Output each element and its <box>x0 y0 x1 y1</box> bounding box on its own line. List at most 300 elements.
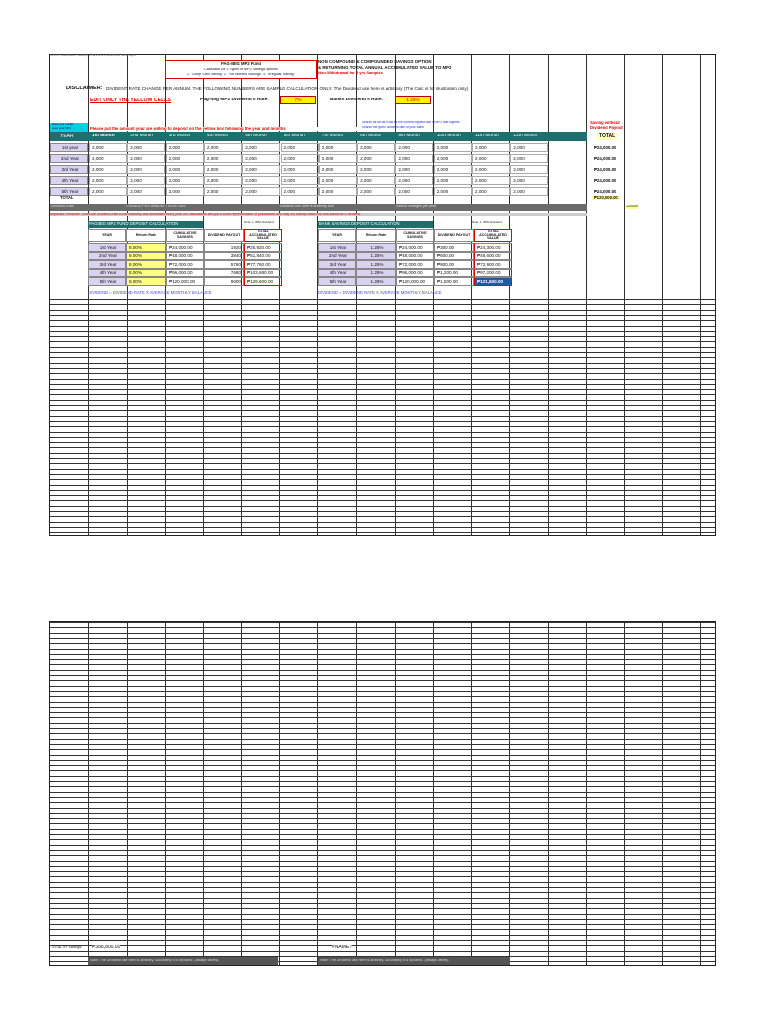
deposit-amount-input[interactable]: 2,000 <box>89 165 127 174</box>
bank-rate-label: Banks Dividend's Rate: <box>330 98 384 102</box>
grid-row-line <box>50 522 715 523</box>
deposit-amount-input[interactable]: 2,000 <box>357 176 395 185</box>
grid-row-line <box>50 410 715 411</box>
grid-row-line <box>50 723 715 724</box>
result-table-year-cell: 1st Year <box>88 243 126 252</box>
grand-total: ₱120,000.00 <box>594 196 618 200</box>
result-table-total-cell: ₱51,840.00 <box>244 252 282 261</box>
deposit-amount-input[interactable]: 2,000 <box>127 154 165 163</box>
grid-row-line <box>50 474 715 475</box>
grid-row-line <box>50 781 715 782</box>
deposit-amount-input[interactable]: 2,000 <box>242 154 280 163</box>
grid-row-line <box>50 829 715 830</box>
result-table-year-cell: 1st Year <box>318 243 356 252</box>
instruction: Please put the amount your are willing to deposit on the yellow box following the year and months <box>90 127 360 131</box>
deposit-amount-input[interactable]: 2,000 <box>204 143 242 152</box>
grid-row-line <box>50 463 715 464</box>
deposit-amount-input[interactable]: 2,000 <box>472 165 510 174</box>
grid-row-line <box>50 310 715 311</box>
grid-row-line <box>50 876 715 877</box>
month-header-label: 10th Month <box>436 134 461 138</box>
result-table-cumulative-cell: ₱72,000.00 <box>396 260 434 269</box>
grid-row-line <box>50 892 715 893</box>
grid-row-line <box>50 855 715 856</box>
bank-table-note: Note: 1. 80% Dividend <box>472 221 502 224</box>
deposit-amount-input[interactable]: 2,000 <box>127 187 165 196</box>
grid-row-line <box>50 702 715 703</box>
deposit-amount-input[interactable]: 2,000 <box>242 187 280 196</box>
deposit-amount-input[interactable]: 2,000 <box>357 187 395 196</box>
result-table-year-cell: 3rd Year <box>88 260 126 269</box>
result-table-rate-cell[interactable]: 8.00% <box>126 277 166 286</box>
result-table-dividend-cell: 9600 <box>204 277 244 286</box>
deposit-amount-input[interactable]: 2,000 <box>434 165 472 174</box>
deposit-row-total: ₱24,000.00 <box>594 156 617 161</box>
deposit-amount-input[interactable]: 2,000 <box>395 143 433 152</box>
title-line1: PAG-IBIG MP2 Fund <box>221 62 261 66</box>
bank-rate-input[interactable] <box>395 96 431 104</box>
grid-row-line <box>50 516 715 517</box>
result-table-header: YEAR <box>318 229 356 242</box>
deposit-amount-input[interactable]: 2,000 <box>319 143 357 152</box>
result-table-dividend-cell: 1920 <box>204 243 244 252</box>
result-table-dividend-cell: ₱1,200.00 <box>434 269 474 278</box>
grid-row-line <box>50 437 715 438</box>
result-table-rate-cell[interactable]: 8.00% <box>126 269 166 278</box>
result-table-rate-cell: 1.25% <box>356 269 396 278</box>
grid-row-line <box>50 802 715 803</box>
result-table-total-cell: ₱48,600.00 <box>474 252 512 261</box>
edit-note: EDIT ONLY THE YELLOW CELLS <box>90 98 171 103</box>
grid-row-line <box>50 627 715 628</box>
grid-row-line <box>50 861 715 862</box>
bank-table-title-bar <box>318 221 433 228</box>
title-line2: Calculator for 3 Types of MP2 Savings options <box>204 67 278 71</box>
deposit-amount-input[interactable]: 2,000 <box>204 176 242 185</box>
mp2-table-title-bar <box>88 221 203 228</box>
deposit-amount-input[interactable]: 2,000 <box>434 143 472 152</box>
deposit-amount-input[interactable]: 2,000 <box>434 187 472 196</box>
result-table-header: CUMULATIVE SAVINGS <box>396 229 434 242</box>
grid-row-line <box>50 490 715 491</box>
deposit-amount-input[interactable]: 2,000 <box>89 143 127 152</box>
result-table-rate-cell[interactable]: 8.00% <box>126 252 166 261</box>
top-note: Sheet Calculator Values, Entries & Dividends Mark-Ups <box>50 54 136 57</box>
grid-row-line <box>50 442 715 443</box>
months-header-total: TOTAL <box>599 133 616 139</box>
deposit-amount-input[interactable]: 2,000 <box>395 176 433 185</box>
total-savings-label: TOTAL 5Y Savings: <box>51 946 83 949</box>
month-header-label: 12th Month <box>513 134 538 138</box>
grid-row-line <box>50 675 715 676</box>
result-table-year-cell: 2nd Year <box>88 252 126 261</box>
annual-bar-mid2: Dividend use here is arbitrary and <box>280 205 334 208</box>
grid-row-line <box>50 813 715 814</box>
bank-table-title: BANK SAVINGS DEPOSIT CALCULATION <box>319 222 400 226</box>
deposit-amount-input[interactable]: 2,000 <box>510 143 548 152</box>
result-table-total-cell: ₱129,600.00 <box>244 277 282 286</box>
grid-row-line <box>50 908 715 909</box>
deposit-row-total: ₱24,000.00 <box>594 167 617 172</box>
month-header-label: 9th Month <box>398 134 420 138</box>
grand-total-small: 120000 <box>626 205 638 208</box>
result-table-dividend-cell: 7680 <box>204 269 244 278</box>
grid-row-line <box>50 924 715 925</box>
result-table-header: DIVIDEND PAYOUT <box>434 229 474 242</box>
result-table-cumulative-cell: ₱24,000.00 <box>396 243 434 252</box>
result-table-total-cell: ₱97,200.00 <box>474 269 512 278</box>
month-header-label: 11th Month <box>475 134 499 138</box>
deposit-row-total: ₱24,000.00 <box>594 145 617 150</box>
deposit-amount-input[interactable]: 2,000 <box>166 176 204 185</box>
deposit-amount-input[interactable]: 2,000 <box>434 154 472 163</box>
result-table-header: Return Rate <box>126 229 166 242</box>
page2-bar-right <box>318 957 510 965</box>
grid-row-line <box>50 903 715 904</box>
month-header-label: 6th Month <box>283 134 305 138</box>
sheet-grid-page2 <box>49 621 716 966</box>
grid-row-line <box>50 326 715 327</box>
left-tab-line2: open your MP2 <box>52 125 71 130</box>
result-table-rate-cell: 1.25% <box>356 243 396 252</box>
grid-row-line <box>50 707 715 708</box>
deposit-amount-input[interactable]: 2,000 <box>166 154 204 163</box>
result-table-total-cell: ₱121,500.00 <box>474 277 512 286</box>
grid-row-line <box>50 405 715 406</box>
grid-row-line <box>50 394 715 395</box>
grid-row-line <box>50 823 715 824</box>
result-table-dividend-cell: 3840 <box>204 252 244 261</box>
grid-row-line <box>50 622 715 623</box>
grid-row-line <box>50 664 715 665</box>
deposit-amount-input[interactable]: 2,000 <box>472 143 510 152</box>
result-table-rate-cell: 1.25% <box>356 277 396 286</box>
grid-row-line <box>50 643 715 644</box>
deposit-year-cell: 5th Year <box>50 187 88 196</box>
result-table-cumulative-cell: ₱120,000.00 <box>166 277 204 286</box>
grid-row-line <box>50 352 715 353</box>
grid-row-line <box>50 527 715 528</box>
result-table-dividend-cell: ₱900.00 <box>434 260 474 269</box>
grid-row-line <box>50 866 715 867</box>
result-table-cumulative-cell: ₱120,000.00 <box>396 277 434 286</box>
month-header-label: 7th Month <box>321 134 344 138</box>
result-table-header: CUMULATIVE SAVINGS <box>166 229 204 242</box>
result-table-dividend-cell: ₱300.00 <box>434 243 474 252</box>
deposit-amount-input[interactable]: 2,000 <box>472 187 510 196</box>
deposit-row-total: ₱24,000.00 <box>594 178 617 183</box>
deposit-amount-input[interactable]: 2,000 <box>281 154 319 163</box>
grid-row-line <box>50 341 715 342</box>
deposit-amount-input[interactable]: 2,000 <box>242 176 280 185</box>
result-table-header: TOTAL ACCUMULATED VALUE <box>474 229 512 242</box>
grid-row-line <box>50 914 715 915</box>
grid-row-line <box>50 638 715 639</box>
result-table-total-cell: ₱25,920.00 <box>244 243 282 252</box>
grid-row-line <box>50 935 715 936</box>
result-table-header: Return Rate <box>356 229 396 242</box>
grid-row-line <box>50 945 715 946</box>
deposit-amount-input[interactable]: 2,000 <box>395 154 433 163</box>
result-table-cumulative-cell: ₱48,000.00 <box>396 252 434 261</box>
deposit-amount-input[interactable]: 2,000 <box>166 165 204 174</box>
month-header-label: 8th Month <box>360 134 382 138</box>
deposit-amount-input[interactable]: 2,000 <box>127 165 165 174</box>
disclaimer-label: DISCLAIMER: <box>66 86 103 91</box>
grid-row-line <box>50 511 715 512</box>
annual-bar-right: Search changes per year <box>396 205 437 208</box>
result-table-dividend-cell: ₱1,500.00 <box>434 277 474 286</box>
deposit-amount-input[interactable]: 2,000 <box>510 187 548 196</box>
savings-without-2: Dividend Payout <box>590 126 623 130</box>
result-table-header: DIVIDEND PAYOUT <box>204 229 244 242</box>
deposit-amount-input[interactable]: 2,000 <box>357 143 395 152</box>
deposit-amount-input[interactable]: 2,000 <box>357 165 395 174</box>
result-table-year-cell: 3rd Year <box>318 260 356 269</box>
result-table-total-cell: ₱24,300.00 <box>474 243 512 252</box>
result-table-dividend-cell: 5760 <box>204 260 244 269</box>
result-table-rate-cell: 1.25% <box>356 260 396 269</box>
grid-row-line <box>50 649 715 650</box>
grid-row-line <box>50 389 715 390</box>
grid-row-line <box>50 808 715 809</box>
grid-row-line <box>50 506 715 507</box>
grid-row-line <box>50 426 715 427</box>
grid-row-line <box>50 728 715 729</box>
grid-row-line <box>50 670 715 671</box>
grid-row-line <box>50 379 715 380</box>
deposit-amount-input[interactable]: 2,000 <box>127 176 165 185</box>
grid-row-line <box>50 532 715 533</box>
deposit-row-total: ₱24,000.00 <box>594 189 617 194</box>
grid-row-line <box>50 416 715 417</box>
grid-row-line <box>50 315 715 316</box>
page2-bar-right-text: Note: The Dividend use here is arbitrary. Accurately it is dynamic. (always varies) <box>320 959 449 962</box>
deposit-year-cell: 1st year <box>50 143 88 152</box>
result-table-cumulative-cell: ₱24,000.00 <box>166 243 204 252</box>
deposit-amount-input[interactable]: 2,000 <box>242 165 280 174</box>
month-header-label: 3rd Month <box>168 134 191 138</box>
grid-row-line <box>50 712 715 713</box>
result-table-header: TOTAL ACCUMULATED VALUE <box>244 229 282 242</box>
deposit-amount-input[interactable]: 2,000 <box>281 187 319 196</box>
grid-row-line <box>50 400 715 401</box>
grid-row-line <box>50 421 715 422</box>
pagibig-rate-label: Pag-ibig MP2 Dividend's Rate: <box>200 98 269 102</box>
result-table-year-cell: 2nd Year <box>318 252 356 261</box>
grid-row-line <box>50 686 715 687</box>
grid-row-line <box>50 786 715 787</box>
total-label: TOTAL <box>60 196 74 200</box>
month-header-label: 1st Month <box>92 134 115 138</box>
name-error: #NAME? <box>332 945 353 950</box>
grid-row-line <box>50 760 715 761</box>
annual-bar-mid: CHANGE PER ANNUM. THESE ARE <box>126 205 186 208</box>
grid-row-line <box>50 776 715 777</box>
result-table-total-cell: ₱72,900.00 <box>474 260 512 269</box>
result-table-dividend-cell: ₱600.00 <box>434 252 474 261</box>
deposit-amount-input[interactable]: 2,000 <box>89 176 127 185</box>
mp2-table-note: Note: 1. 80% Dividend <box>244 221 274 224</box>
deposit-amount-input[interactable]: 2,000 <box>89 154 127 163</box>
mp2-table-title: PAGIBIG MP2 FUND DEPOSIT CALCULATION <box>89 222 179 226</box>
bank-title-line2: & RETURNING TOTAL ANNUAL ACCUMULATED VALUE TO MP2 <box>318 65 452 70</box>
result-table-year-cell: 4th Year <box>88 269 126 278</box>
grid-row-line <box>50 919 715 920</box>
deposit-year-cell: 4th Year <box>50 176 88 185</box>
grid-row-line <box>50 299 715 300</box>
deposit-amount-input[interactable]: 2,000 <box>472 176 510 185</box>
title-box <box>165 60 317 79</box>
deposit-amount-input[interactable]: 2,000 <box>319 176 357 185</box>
grid-row-line <box>50 818 715 819</box>
grid-row-line <box>50 336 715 337</box>
result-table-rate-cell[interactable]: 8.00% <box>126 260 166 269</box>
grid-row-line <box>50 755 715 756</box>
grid-row-line <box>50 744 715 745</box>
month-header-label: 4th Month <box>206 134 229 138</box>
deposit-amount-input[interactable]: 2,000 <box>357 154 395 163</box>
grid-row-line <box>50 733 715 734</box>
grid-row-line <box>50 951 715 952</box>
grid-row-line <box>50 691 715 692</box>
total-savings-value: ₱388,800.00 <box>92 945 121 950</box>
grid-row-line <box>50 357 715 358</box>
grid-row-line <box>50 717 715 718</box>
grid-row-line <box>50 845 715 846</box>
result-table-cumulative-cell: ₱96,000.00 <box>396 269 434 278</box>
grid-row-line <box>50 882 715 883</box>
grid-row-line <box>50 739 715 740</box>
result-table-year-cell: 5th Year <box>318 277 356 286</box>
pagibig-rate-value: 7% <box>294 98 302 103</box>
grid-row-line <box>50 871 715 872</box>
grid-row-line <box>50 770 715 771</box>
mp2-footnote: DIVIDEND = DIVIDEND RATE X AVERAGE MONTHLY BALANCE <box>88 291 212 295</box>
deposit-year-cell: 2nd Year <box>50 154 88 163</box>
grid-row-line <box>50 479 715 480</box>
deposit-amount-input[interactable]: 2,000 <box>319 187 357 196</box>
months-header-year: YEAR <box>60 134 74 139</box>
grid-row-line <box>50 834 715 835</box>
bank-footnote: DIVIDEND = DIVIDEND RATE X AVERAGE MONTHLY BALANCE <box>318 291 442 295</box>
grid-row-line <box>50 898 715 899</box>
grid-row-line <box>50 850 715 851</box>
grid-row-line <box>50 363 715 364</box>
grid-row-line <box>50 458 715 459</box>
grid-row-line <box>50 432 715 433</box>
result-table-year-cell: 5th Year <box>88 277 126 286</box>
deposit-year-cell: 3rd Year <box>50 165 88 174</box>
grid-row-line <box>50 659 715 660</box>
deposit-amount-input[interactable]: 2,000 <box>395 187 433 196</box>
grid-row-line <box>50 447 715 448</box>
bank-title-line3: Non-Withdrawal for 5 yrs Samples <box>318 71 383 75</box>
deposit-amount-input[interactable]: 2,000 <box>281 143 319 152</box>
grid-row-line <box>50 633 715 634</box>
annual-bar-left: Dividend Rate <box>51 205 74 208</box>
deposit-amount-input[interactable]: 2,000 <box>166 143 204 152</box>
deposit-amount-input[interactable]: 2,000 <box>204 187 242 196</box>
deposit-amount-input[interactable]: 2,000 <box>510 165 548 174</box>
grid-row-line <box>50 680 715 681</box>
deposit-amount-input[interactable]: 2,000 <box>127 143 165 152</box>
deposit-amount-input[interactable]: 2,000 <box>510 154 548 163</box>
grid-row-line <box>50 654 715 655</box>
disclaimer-text: DIVIDENT RATE CHANGE PER ANNUM. THE FOLLOWING NUMBERS ARE SAMPLE CALCULATION ONLY. The Dividend use here is arbitrary (The Calc is for illustration only) <box>106 87 469 91</box>
result-table-total-cell: ₱103,680.00 <box>244 269 282 278</box>
left-tab <box>50 123 88 132</box>
result-table-total-cell: ₱77,760.00 <box>244 260 282 269</box>
bank-title-line1: NON COMPOUND & COMPOUNDED SAVINGS OPTION <box>318 60 432 64</box>
result-table-cumulative-cell: ₱48,000.00 <box>166 252 204 261</box>
result-table-year-cell: 4th Year <box>318 269 356 278</box>
deposit-amount-input[interactable]: 2,000 <box>472 154 510 163</box>
deposit-amount-input[interactable]: 2,000 <box>395 165 433 174</box>
grid-row-line <box>50 839 715 840</box>
grid-row-line <box>50 373 715 374</box>
deposit-amount-input[interactable]: 2,000 <box>166 187 204 196</box>
bank-rate-value: 1.25% <box>406 98 420 103</box>
important-note: Important Reminder: Since the Dividend Rate boost relatively and decreases every year, the calculations are just a close representation of possibilities and may not exactly match the real actual MP2 dividend. <box>50 213 587 216</box>
pagibig-rate-input[interactable] <box>280 96 316 104</box>
grid-row-line <box>50 331 715 332</box>
deposit-amount-input[interactable]: 2,000 <box>204 165 242 174</box>
result-table-cumulative-cell: ₱96,000.00 <box>166 269 204 278</box>
grid-row-line <box>50 485 715 486</box>
result-table-cumulative-cell: ₱72,000.00 <box>166 260 204 269</box>
grid-row-line <box>50 500 715 501</box>
grid-row-line <box>50 696 715 697</box>
result-table-header: YEAR <box>88 229 126 242</box>
grid-row-line <box>50 887 715 888</box>
deposit-amount-input[interactable]: 2,000 <box>242 143 280 152</box>
title-line3: 1. "Lump Sum Saving" 2. "Six Months Savings" 3. "Irregular Saving" <box>187 72 295 76</box>
deposit-amount-input[interactable]: 2,000 <box>510 176 548 185</box>
grid-row-line <box>50 765 715 766</box>
grid-row-line <box>50 304 715 305</box>
result-table-rate-cell: 1.25% <box>356 252 396 261</box>
deposit-amount-input[interactable]: 2,000 <box>281 165 319 174</box>
deposit-amount-input[interactable]: 2,000 <box>89 187 127 196</box>
grid-row-line <box>50 929 715 930</box>
savings-without-1: Saving without <box>590 121 620 125</box>
result-table-rate-cell[interactable]: 8.00% <box>126 243 166 252</box>
grid-row-line <box>50 368 715 369</box>
deposit-amount-input[interactable]: 2,000 <box>434 176 472 185</box>
deposit-amount-input[interactable]: 2,000 <box>319 154 357 163</box>
deposit-amount-input[interactable]: 2,000 <box>281 176 319 185</box>
search-note: Search as far as it will be the current highest rate of MP2 and highest <box>362 121 460 124</box>
deposit-amount-input[interactable]: 2,000 <box>204 154 242 163</box>
grid-row-line <box>50 453 715 454</box>
grid-row-line <box>50 320 715 321</box>
page2-bar-left-text: Note: The Dividend use here is arbitrary. Accurately it is dynamic. (always varies) <box>90 959 219 962</box>
month-header-label: 5th Month <box>245 134 267 138</box>
grid-row-line <box>50 469 715 470</box>
grid-row-line <box>50 940 715 941</box>
grid-row-line <box>50 384 715 385</box>
left-tab-line1: Mark your results <box>52 123 74 126</box>
grid-row-line <box>50 797 715 798</box>
month-header-label: 2nd Month <box>130 134 153 138</box>
search-note2: Search the given dividend rate of your Bank <box>362 126 424 129</box>
page2-bar-left <box>88 957 278 965</box>
grid-row-line <box>50 347 715 348</box>
deposit-amount-input[interactable]: 2,000 <box>319 165 357 174</box>
grid-row-line <box>50 749 715 750</box>
grid-row-line <box>50 792 715 793</box>
